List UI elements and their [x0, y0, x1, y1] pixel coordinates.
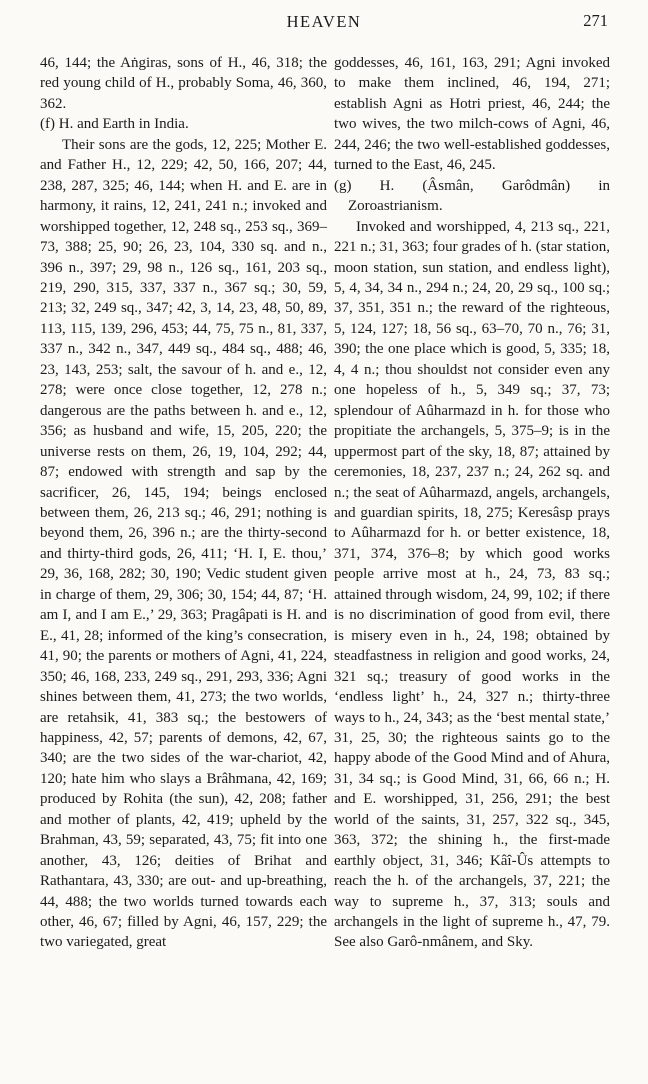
page-number: 271	[583, 11, 608, 30]
entry-continuation-goddesses: goddesses, 46, 161, 163, 291; Agni invoked to make them inclined, 46, 194, 271; establish Agni as Hotri priest, 46, 244; the two wives, the two milch-cows of Agni, 46, 244, 246; the two well-established goddesses, turned to the East, 46, 245.	[334, 55, 610, 174]
entry-heaven-zoroastrianism: Invoked and worshipped, 4, 213 sq., 221, 221 n.; 31, 363; four grades of h. (star station, moon station, sun station, and endless light), 5, 4, 34, 34 n., 294 n.; 24, 20, 29 sq., 100 sq.; 37, 351, 351 n.; the reward of the righteous, 5, 124, 127; 18, 56 sq., 63–70, 70 n., 76; 31, 390; the one place which is good, 5, 335; 18, 4, 4 n.; thou shouldst not consider even any one hopeless of h., 5, 349 sq.; 37, 73; splendour of Aûharmazd in h. for those who propitiate the archangels, 5, 375–9; is in the uppermost part of the sky, 18, 87; attained by ceremonies, 18, 237, 237 n.; 24, 262 sq. and n.; the seat of Aûharmazd, angels, archangels, and guardian spirits, 18, 275; Keresâsp prays to Aûharmazd for h. or better existence, 18, 371, 374, 376–8; by which good works people arrive most at h., 24, 73, 83 sq.; attained through wisdom, 24, 99, 102; if there is no discrimination of good from evil, there is misery even in h., 24, 198; obtained by steadfastness in religion and good works, 24, 321 sq.; treasury of good works in the ‘endless light’ h., 24, 327 n.; thirty-three ways to h., 24, 343; as the ‘best mental state,’ 31, 25, 30; the righteous saints go to the happy abode of the Good Mind and of Ahura, 31, 34 sq.; is Good Mind, 31, 66, 66 n.; H. and E. worshipped, 31, 256, 291; the best world of the saints, 31, 257, 322 sq., 345, 363, 372; the shining h., the first-made earthly object, 31, 346; Kâî-Ûs attempts to reach the h. of the archangels, 37, 221; the way to supreme h., 37, 313; souls and archangels in the light of supreme h., 47, 79. See also Garô-nmânem, and Sky.	[334, 218, 610, 951]
right-column	[334, 53, 610, 953]
left-column	[40, 53, 327, 953]
running-head-title: HEAVEN	[286, 12, 362, 31]
entry-continuation: 46, 144; the Aṅgiras, sons of H., 46, 318; the red young child of H., probably Soma, 46, 360, 362.	[40, 55, 327, 112]
section-heading-india: (f) H. and Earth in India.	[40, 116, 189, 133]
entry-heaven-and-earth-india: Their sons are the gods, 12, 225; Mother E. and Father H., 12, 229; 42, 50, 166, 207; 44, 238, 287, 325; 46, 144; when H. and E. are in harmony, it rains, 12, 241, 241 n.; invoked and worshipped together, 12, 248 sq., 253 sq., 369–73, 388; 25, 90; 26, 23, 104, 330 sq. and n., 396 n., 397; 29, 98 n., 126 sq., 161, 203 sq., 219, 290, 315, 337, 337 n., 367 sq.; 30, 59, 213; 32, 249 sq., 347; 42, 3, 14, 23, 48, 50, 89, 113, 115, 139, 296, 453; 44, 75, 75 n., 81, 337, 337 n., 342 n., 347, 449 sq., 484 sq., 488; 46, 23, 143, 253; salt, the savour of h. and e., 12, 278; were once close together, 12, 278 n.; dangerous are the paths between h. and e., 12, 356; as husband and wife, 15, 205, 220; the universe rests on them, 26, 19, 104, 292; 44, 87; endowed with strength and sap by the sacrificer, 26, 145, 194; beings enclosed between them, 26, 213 sq.; 46, 291; nothing is beyond them, 26, 396 n.; are the thirty-second and thirty-third gods, 26, 411; ‘H. I, E. thou,’ 29, 36, 168, 282; 30, 190; Vedic student given in charge of them, 29, 306; 30, 154; 44, 87; ‘H. am I, and I am E.,’ 29, 363; Pragâpati is H. and E., 41, 28; informed of the king’s consecration, 41, 90; the parents or mothers of Agni, 41, 224, 350; 46, 168, 233, 249 sq., 291, 293, 336; Agni shines between them, 41, 273; the two worlds, are retahsik, 41, 383 sq.; the bestowers of happiness, 42, 57; parents of demons, 42, 67, 340; are the two sides of the war-chariot, 42, 120; hate him who slays a Brâhmana, 42, 169; produced by Rohita (the sun), 42, 208; father and mother of plants, 42, 419; upheld by the Brahman, 43, 59; separated, 43, 75; fit into one another, 43, 126; deities of Brihat and Rathantara, 43, 330; are out- and up-breathing, 44, 488; the two worlds turned towards each other, 46, 67; filled by Agni, 46, 157, 229; the two variegated, great	[40, 136, 327, 951]
section-heading-zoroastrianism: (g) H. (Âsmân, Garôdmân) in Zoroastrianism.	[334, 177, 610, 215]
